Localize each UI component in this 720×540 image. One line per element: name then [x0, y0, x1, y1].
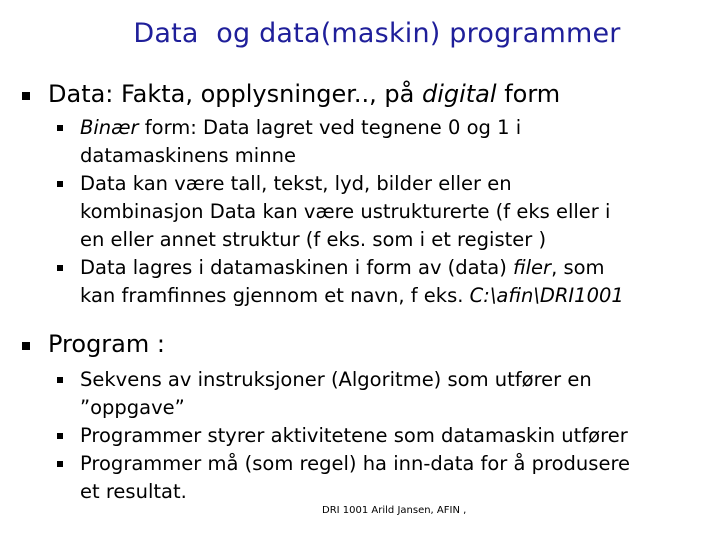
- bullet-icon: [22, 342, 30, 350]
- item-text: kan framfinnes gjennom et navn, f eks.: [80, 284, 470, 307]
- slide-footer: DRI 1001 Arild Jansen, AFIN ,: [322, 505, 467, 516]
- item-line: et resultat.: [80, 480, 187, 503]
- section1-heading: [48, 80, 560, 108]
- section2-item-3: [80, 450, 720, 506]
- section2-heading: Program :: [48, 330, 165, 358]
- bullet-icon: [57, 433, 63, 439]
- item-italic-text: Binær: [80, 116, 139, 139]
- item-line: Data kan være tall, tekst, lyd, bilder eller en: [80, 172, 512, 195]
- bullet-icon: [57, 265, 63, 271]
- item-line: datamaskinens minne: [80, 144, 296, 167]
- item-line: Programmer må (som regel) ha inn-data for å produsere: [80, 452, 631, 475]
- item-text: form: Data lagret ved tegnene 0 og 1 i: [138, 116, 522, 139]
- item-italic-text: filer: [513, 256, 552, 279]
- item-text: Data lagres i datamaskinen i form av (data): [80, 256, 514, 279]
- item-line: [80, 114, 720, 142]
- bullet-icon: [57, 125, 63, 131]
- bullet-icon: [57, 377, 63, 383]
- slide-title: Data og data(maskin) programmer: [133, 18, 621, 49]
- bullet-icon: [57, 181, 63, 187]
- section1-item-2: [80, 170, 720, 254]
- item-line: [80, 282, 720, 310]
- section1-item-3: [80, 254, 720, 310]
- item-text: , som: [551, 256, 605, 279]
- bullet-icon: [57, 461, 63, 467]
- item-line: en eller annet struktur (f eks. som i et register ): [80, 228, 547, 251]
- bullet-icon: [22, 92, 30, 100]
- item-line: ”oppgave”: [80, 396, 185, 419]
- section1-item-1: [80, 114, 720, 170]
- section2-item-2: [80, 422, 720, 450]
- item-line: Sekvens av instruksjoner (Algoritme) som utfører en: [80, 368, 592, 391]
- item-italic-text: C:\afin\DRI1001: [469, 284, 624, 307]
- section2-item-1: [80, 366, 720, 422]
- item-line: Programmer styrer aktivitetene som datamaskin utfører: [80, 424, 628, 447]
- heading-italic-text: digital: [421, 80, 497, 108]
- heading-text: Data: Fakta, opplysninger.., på: [48, 80, 422, 108]
- item-line: [80, 254, 720, 282]
- item-line: kombinasjon Data kan være ustrukturerte (f eks eller i: [80, 200, 611, 223]
- heading-text: form: [496, 80, 561, 108]
